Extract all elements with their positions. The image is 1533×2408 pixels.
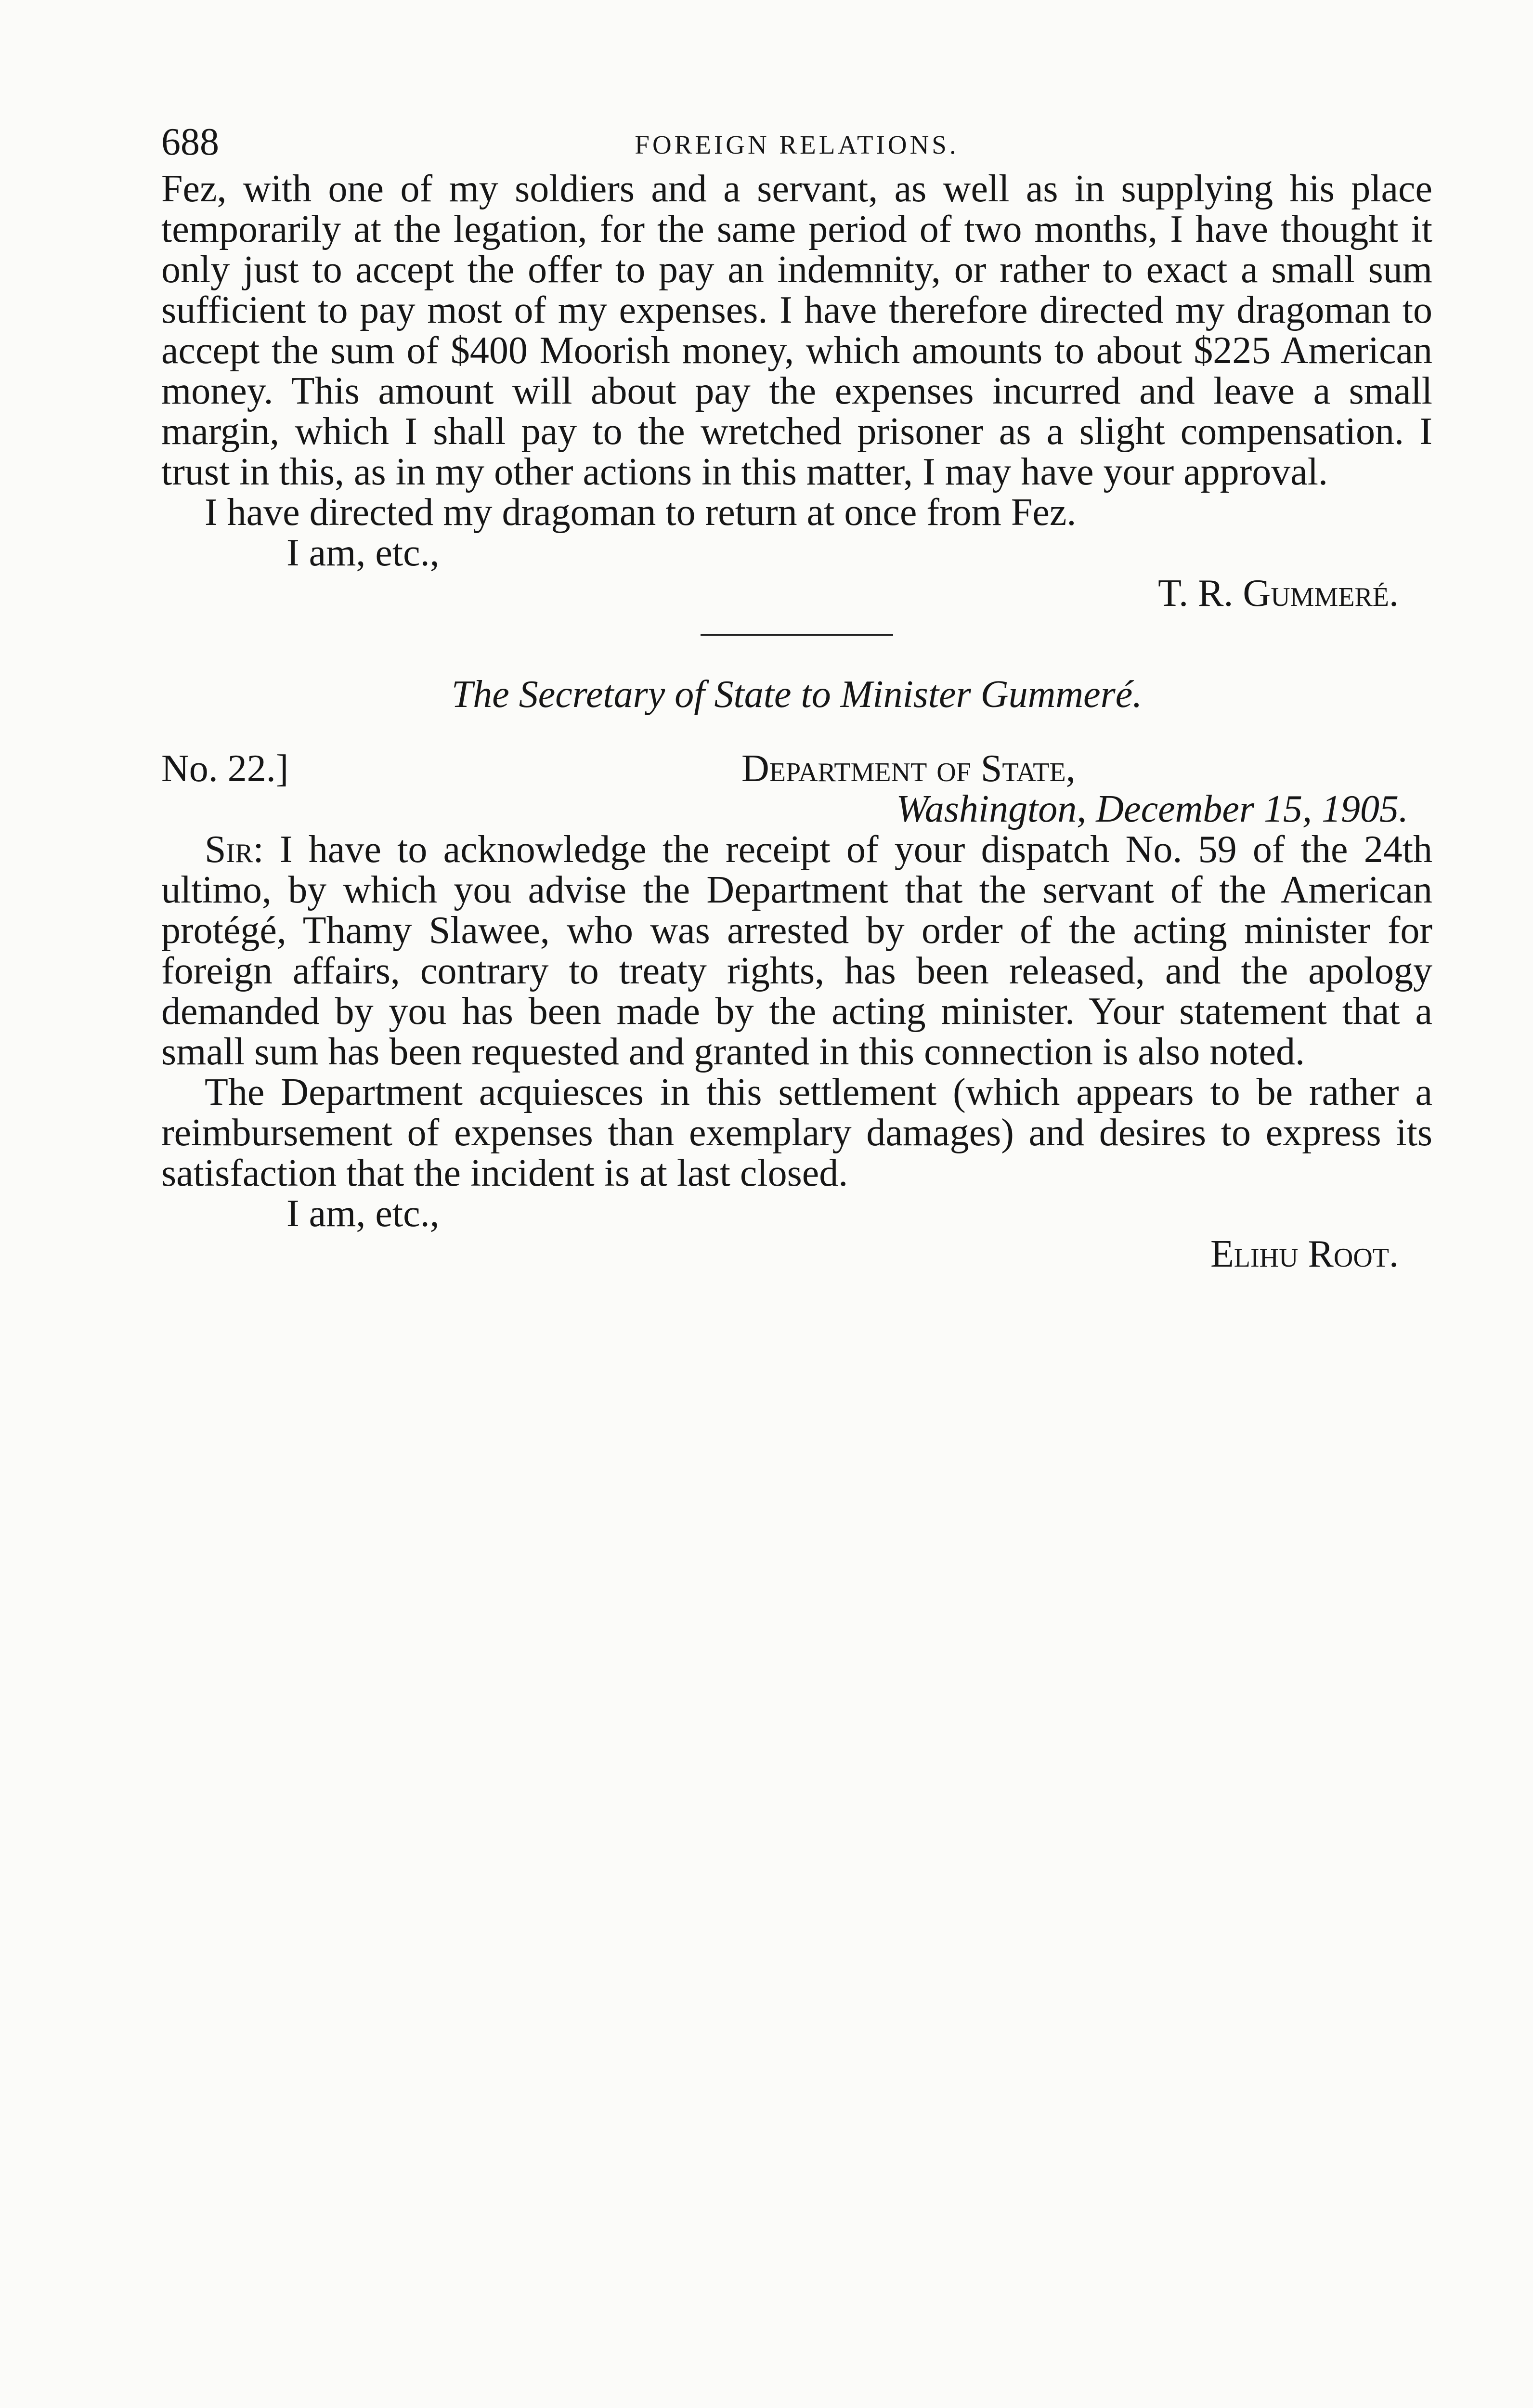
document-page — [161, 116, 1432, 1274]
letter-paragraph: I have directed my dragoman to return at once from Fez. — [205, 491, 1077, 534]
letter-paragraph — [161, 829, 1432, 1072]
dispatch-number: No. 22.] — [161, 747, 289, 790]
header-title: FOREIGN RELATIONS. — [635, 130, 959, 159]
department-name: Department of State, — [741, 747, 1076, 790]
letter-closing: I am, etc., — [286, 1192, 440, 1235]
letter-closing: I am, etc., — [286, 532, 440, 574]
letter-paragraph: The Department acquiesces in this settlement (which appears to be rather a reimbursement of expenses than exemplary damages) and desires to express its satisfaction that the incident is at last closed. — [161, 1071, 1432, 1194]
salutation: Sir — [205, 828, 253, 871]
letter-paragraph-text: : I have to acknowledge the receipt of your dispatch No. 59 of the 24th ultimo, by which you advise the Department that the servant of the American protégé, Thamy Slawee, who was arrested by order of the acting minister for foreign affairs, contrary to treaty rights, has been released, and the apology demanded by you has been made by the acting minister. Your statement that a small sum has been requested and granted in this connection is also noted. — [161, 828, 1432, 1073]
section-divider — [701, 634, 893, 636]
letter-signature: Elihu Root. — [1210, 1233, 1399, 1275]
running-header — [161, 116, 1432, 169]
letter-secretary-of-state — [161, 674, 1432, 1274]
letter-paragraph: Fez, with one of my soldiers and a servant, as well as in supplying his place temporarily at the legation, for the same period of two months, I have thought it only just to accept the offer to pay an indemnity, or rather to exact a small sum sufficient to pay most of my expenses. I have therefore directed my dragoman to accept the sum of $400 Moorish money, which amounts to about $225 American money. This amount will about pay the expenses incurred and leave a small margin, which I shall pay to the wretched prisoner as a slight compensation. I trust in this, as in my other actions in this matter, I may have your approval. — [161, 168, 1432, 493]
letter-signature: T. R. Gummeré. — [1158, 572, 1399, 615]
section-heading: The Secretary of State to Minister Gummeré. — [451, 673, 1143, 716]
page-number: 688 — [161, 121, 219, 163]
dispatch-place-date: Washington, December 15, 1905. — [896, 788, 1408, 830]
document-body — [161, 169, 1432, 1274]
letter-gummere — [161, 169, 1432, 614]
dispatch-address-row — [161, 748, 1432, 789]
